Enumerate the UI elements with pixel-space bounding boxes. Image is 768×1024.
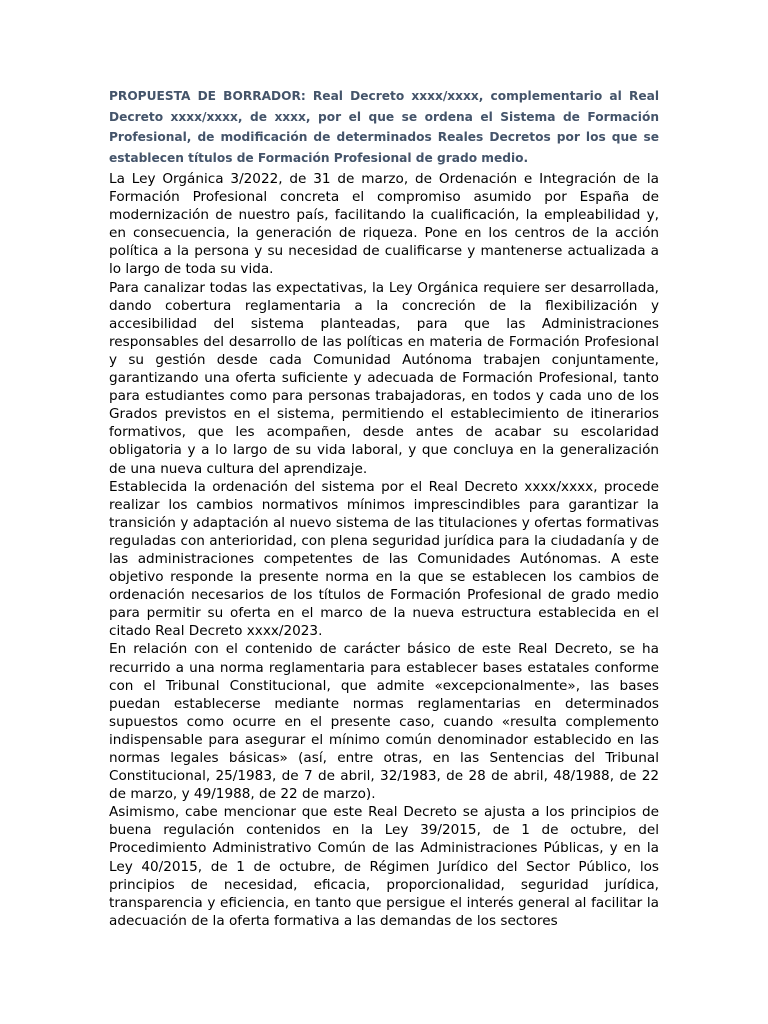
paragraph-4: En relación con el contenido de carácter básico de este Real Decreto, se ha recurrido a una norma reglamentaria para establecer bases estatales conforme con el Tribunal Constitucional, que admite «excepcionalmente», las bases puedan establecerse mediante normas reglamentarias en determinados supuestos como ocurre en el presente caso, cuando «resulta complemento indispensable para asegurar el mínimo común denominador establecido en las normas legales básicas» (así, entre otras, en las Sentencias del Tribunal Constitucional, 25/1983, de 7 de abril, 32/1983, de 28 de abril, 48/1988, de 22 de marzo, y 49/1988, de 22 de marzo). [109,641,659,803]
paragraph-5: Asimismo, cabe mencionar que este Real Decreto se ajusta a los principios de buena regulación contenidos en la Ley 39/2015, de 1 de octubre, del Procedimiento Administrativo Común de las Administraciones Públicas, y en la Ley 40/2015, de 1 de octubre, de Régimen Jurídico del Sector Público, los principios de necesidad, eficacia, proporcionalidad, seguridad jurídica, transparencia y eficiencia, en tanto que persigue el interés general al facilitar la adecuación de la oferta formativa a las demandas de los sectores [109,804,659,929]
paragraph-1: La Ley Orgánica 3/2022, de 31 de marzo, de Ordenación e Integración de la Formación Profesional concreta el compromiso asumido por España de modernización de nuestro país, facilitando la cualificación, la empleabilidad y, en consecuencia, la generación de riqueza. Pone en los centros de la acción política a la persona y su necesidad de cualificarse y mantenerse actualizada a lo largo de toda su vida. [109,171,659,278]
paragraph-2: Para canalizar todas las expectativas, la Ley Orgánica requiere ser desarrollada, dando cobertura reglamentaria a la concreción de la flexibilización y accesibilidad del sistema planteadas, para que las Administraciones responsables del desarrollo de las políticas en materia de Formación Profesional y su gestión desde cada Comunidad Autónoma trabajen conjuntamente, garantizando una oferta suficiente y adecuada de Formación Profesional, tanto para estudiantes como para personas trabajadoras, en todos y cada uno de los Grados previstos en el sistema, permitiendo el establecimiento de itinerarios formativos, que les acompañen, desde antes de acabar su escolaridad obligatoria y a lo largo de su vida laboral, y que concluya en la generalización de una nueva cultura del aprendizaje. [109,279,659,477]
document-title: PROPUESTA DE BORRADOR: Real Decreto xxxx/xxxx, complementario al Real Decreto xxxx/xxxx, de xxxx, por el que se ordena el Sistema de Formación Profesional, de modificación de determinados Reales Decretos por los que se establecen títulos de Formación Profesional de grado medio. [109,89,659,165]
document-body [109,170,659,930]
paragraph-3: Establecida la ordenación del sistema por el Real Decreto xxxx/xxxx, procede realizar los cambios normativos mínimos imprescindibles para garantizar la transición y adaptación al nuevo sistema de las titulaciones y ofertas formativas reguladas con anterioridad, con plena seguridad jurídica para la ciudadanía y de las administraciones competentes de las Comunidades Autónomas. A este objetivo responde la presente norma en la que se establecen los cambios de ordenación necesarios de los títulos de Formación Profesional de grado medio para permitir su oferta en el marco de la nueva estructura establecida en el citado Real Decreto xxxx/2023. [109,478,659,640]
